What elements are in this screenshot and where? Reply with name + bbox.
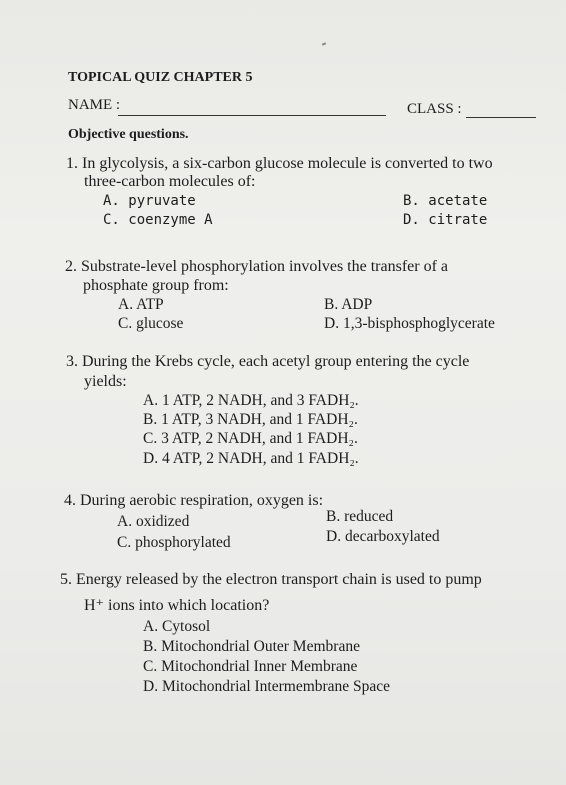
class-blank-line[interactable] [466,117,536,118]
name-label: NAME : [68,97,121,113]
question-4-option-c[interactable]: C. phosphorylated [117,534,231,551]
question-5-option-c[interactable]: C. Mitochondrial Inner Membrane [143,658,358,675]
question-2-line-2: phosphate group from: [83,277,229,294]
paper-speck [322,42,326,45]
question-5-option-b[interactable]: B. Mitochondrial Outer Membrane [143,638,360,655]
question-5-line-2: H⁺ ions into which location? [84,597,270,614]
question-3-line-1: 3. During the Krebs cycle, each acetyl group entering the cycle [66,353,470,370]
question-2-option-b[interactable]: B. ADP [324,296,373,313]
section-heading: Objective questions. [68,127,189,142]
question-5-option-d[interactable]: D. Mitochondrial Intermembrane Space [143,678,391,695]
question-2-option-c[interactable]: C. glucose [118,315,184,332]
question-4-option-d[interactable]: D. decarboxylated [326,528,440,545]
question-1-option-c[interactable]: C. coenzyme A [103,212,213,228]
question-4-option-a[interactable]: A. oxidized [117,513,190,530]
question-1-line-1: 1. In glycolysis, a six-carbon glucose molecule is converted to two [66,155,493,172]
question-3-option-d[interactable]: D. 4 ATP, 2 NADH, and 1 FADH₂. [143,450,359,467]
question-2-option-d[interactable]: D. 1,3-bisphosphoglycerate [324,315,495,332]
question-4-option-b[interactable]: B. reduced [326,508,394,525]
class-label: CLASS : [407,101,462,117]
question-3-option-a[interactable]: A. 1 ATP, 2 NADH, and 3 FADH₂. [143,392,359,409]
question-3-line-2: yields: [84,373,127,390]
question-5-option-a[interactable]: A. Cytosol [143,618,211,635]
question-2-line-1: 2. Substrate-level phosphorylation involves the transfer of a [65,258,449,275]
question-3-option-b[interactable]: B. 1 ATP, 3 NADH, and 1 FADH₂. [143,411,358,428]
question-3-option-c[interactable]: C. 3 ATP, 2 NADH, and 1 FADH₂. [143,430,358,447]
question-5-line-1: 5. Energy released by the electron transport chain is used to pump [60,571,482,588]
question-4-line-1: 4. During aerobic respiration, oxygen is: [64,492,324,509]
name-blank-line[interactable] [118,115,386,116]
question-2-option-a[interactable]: A. ATP [118,296,164,313]
question-1-option-a[interactable]: A. pyruvate [103,193,196,209]
question-1-option-b[interactable]: B. acetate [403,193,488,209]
question-1-line-2: three-carbon molecules of: [84,173,256,190]
question-1-option-d[interactable]: D. citrate [403,212,488,228]
quiz-title: TOPICAL QUIZ CHAPTER 5 [68,70,253,85]
